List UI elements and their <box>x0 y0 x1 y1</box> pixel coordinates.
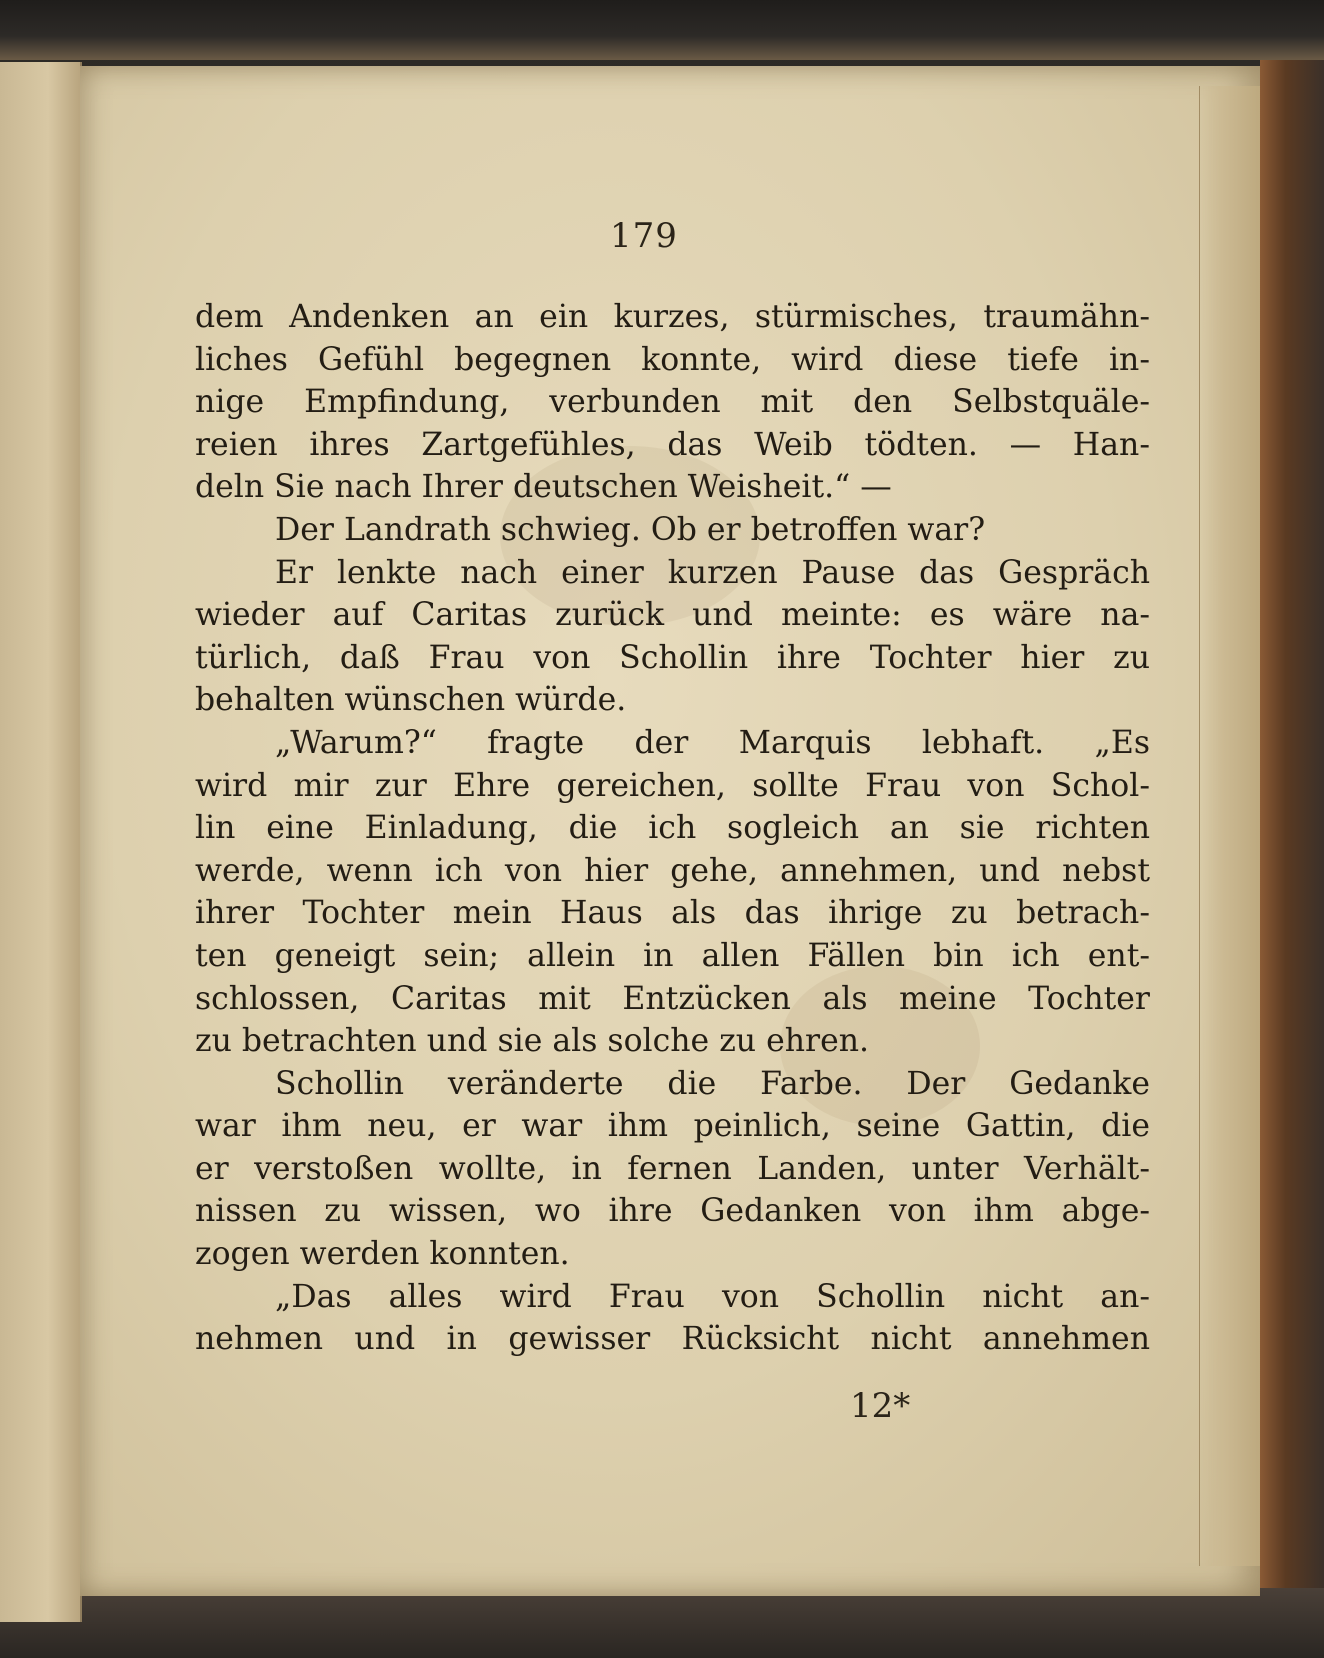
text-line: war ihm neu, er war ihm peinlich, seine Gattin, die <box>195 1108 1150 1145</box>
text-line: werde, wenn ich von hier gehe, annehmen, und nebst <box>195 852 1150 889</box>
text-line: nissen zu wissen, wo ihre Gedanken von ihm abge- <box>195 1193 1150 1230</box>
page-right-edge <box>1199 86 1260 1566</box>
body-text <box>195 296 1150 1361</box>
text-line: Schollin veränderte die Farbe. Der Gedanke <box>275 1065 1150 1102</box>
text-line: nige Empfindung, verbunden mit den Selbstquäle- <box>195 384 1150 421</box>
text-line: schlossen, Caritas mit Entzücken als meine Tochter <box>195 980 1150 1017</box>
printer-signature-mark: 12* <box>850 1386 911 1426</box>
text-line: behalten wünschen würde. <box>195 682 627 719</box>
page-number: 179 <box>610 216 678 256</box>
text-line: „Das alles wird Frau von Schollin nicht an- <box>275 1278 1150 1315</box>
text-line: zogen werden konnten. <box>195 1236 570 1273</box>
text-line: Er lenkte nach einer kurzen Pause das Gespräch <box>275 554 1150 591</box>
text-line: lin eine Einladung, die ich sogleich an sie richten <box>195 810 1150 847</box>
text-line: zu betrachten und sie als solche zu ehren. <box>195 1023 870 1060</box>
text-line: wird mir zur Ehre gereichen, sollte Frau von Schol- <box>195 767 1150 804</box>
text-line: reien ihres Zartgefühles, das Weib tödten. — Han- <box>195 426 1150 463</box>
text-line: türlich, daß Frau von Schollin ihre Tochter hier zu <box>195 639 1150 676</box>
text-line: ten geneigt sein; allein in allen Fällen bin ich ent- <box>195 937 1150 974</box>
text-line: nehmen und in gewisser Rücksicht nicht annehmen <box>195 1321 1150 1358</box>
book-cover-bottom-edge <box>0 1588 1324 1658</box>
text-line: er verstoßen wollte, in fernen Landen, unter Verhält- <box>195 1150 1150 1187</box>
book-page <box>80 66 1260 1596</box>
text-line: „Warum?“ fragte der Marquis lebhaft. „Es <box>275 724 1150 761</box>
book-cover-top-edge <box>0 0 1324 60</box>
text-line: ihrer Tochter mein Haus als das ihrige zu betrach- <box>195 895 1150 932</box>
text-line: Der Landrath schwieg. Ob er betroffen war? <box>275 511 986 548</box>
text-line: dem Andenken an ein kurzes, stürmisches, traumähn- <box>195 299 1150 335</box>
text-line: liches Gefühl begegnen konnte, wird diese tiefe in- <box>195 341 1150 378</box>
facing-page-edge <box>0 62 82 1622</box>
text-line: deln Sie nach Ihrer deutschen Weisheit.“ — <box>195 469 892 506</box>
text-line: wieder auf Caritas zurück und meinte: es wäre na- <box>195 597 1150 634</box>
book-cover-right-edge <box>1260 60 1324 1600</box>
